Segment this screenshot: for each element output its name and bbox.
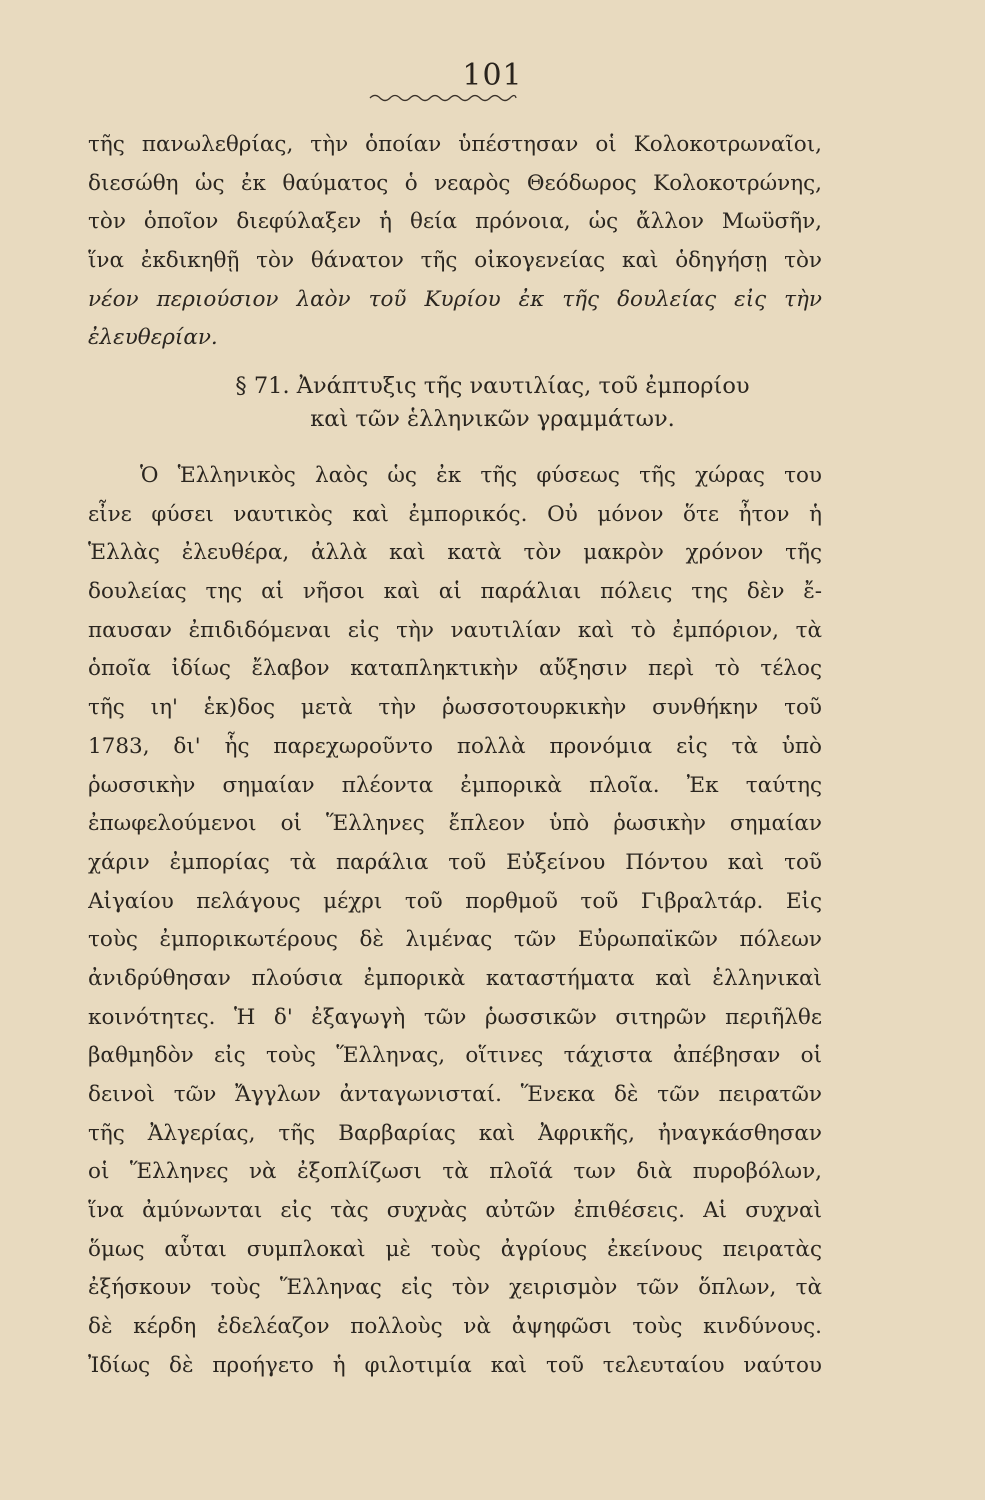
paragraph-main	[88, 457, 822, 1386]
section-heading-line1: § 71. Ἀνάπτυξις τῆς ναυτιλίας, τοῦ ἐμπορίου	[235, 373, 750, 399]
text-line: 1783, δι' ἧς παρεχωροῦντο πολλὰ προνόμια εἰς τὰ ὑπὸ	[88, 733, 822, 759]
text-line: χάριν ἐμπορίας τὰ παράλια τοῦ Εὐξείνου Πόντου καὶ τοῦ	[88, 849, 822, 875]
text-line: τῆς πανωλεθρίας, τὴν ὁποίαν ὑπέστησαν οἱ Κολοκοτρωναῖοι,	[88, 132, 822, 157]
text-line: βαθμηδὸν εἰς τοὺς Ἕλληνας, οἵτινες τάχιστα ἀπέβησαν οἱ	[88, 1043, 822, 1069]
text-line: Ὁ Ἑλληνικὸς λαὸς ὡς ἐκ τῆς φύσεως τῆς χώρας του	[140, 463, 822, 488]
text-line-italic: ἐλευθερίαν.	[88, 325, 218, 351]
text-line: ὁποῖα ἰδίως ἔλαβον καταπληκτικὴν αὔξησιν περὶ τὸ τέλος	[88, 656, 822, 682]
text-line: ἐπωφελούμενοι οἱ Ἕλληνες ἔπλεον ὑπὸ ῥωσικὴν σημαίαν	[88, 811, 822, 837]
text-line: διεσώθη ὡς ἐκ θαύματος ὁ νεαρὸς Θεόδωρος Κολοκοτρώνης,	[88, 170, 822, 196]
paragraph-continuation	[88, 126, 822, 358]
text-line: τὸν ὁποῖον διεφύλαξεν ἡ θεία πρόνοια, ὡς ἄλλον Μωϋσῆν,	[88, 209, 822, 235]
text-line: ῥωσσικὴν σημαίαν πλέοντα ἐμπορικὰ πλοῖα. Ἐκ ταύτης	[88, 772, 822, 798]
text-line: εἶνε φύσει ναυτικὸς καὶ ἐμπορικός. Οὐ μόνον ὅτε ἦτον ἡ	[88, 501, 822, 527]
text-line: ἀνιδρύθησαν πλούσια ἐμπορικὰ καταστήματα καὶ ἑλληνικαὶ	[88, 965, 822, 991]
ornament-rule-icon	[368, 92, 518, 104]
text-line: Ἑλλὰς ἐλευθέρα, ἀλλὰ καὶ κατὰ τὸν μακρὸν χρόνον τῆς	[88, 540, 822, 566]
text-line: ἵνα ἐκδικηθῇ τὸν θάνατον τῆς οἰκογενείας καὶ ὁδηγήσῃ τὸν	[88, 248, 822, 274]
text-line: κοινότητες. Ἡ δ' ἐξαγωγὴ τῶν ῥωσσικῶν σιτηρῶν περιῆλθε	[88, 1004, 822, 1030]
text-line: δὲ κέρδη ἐδελέαζον πολλοὺς νὰ ἀψηφῶσι τοὺς κινδύνους.	[88, 1314, 822, 1340]
text-line: Αἰγαίου πελάγους μέχρι τοῦ πορθμοῦ τοῦ Γιβραλτάρ. Εἰς	[88, 888, 822, 914]
text-line: τῆς ιη' ἑκ)δος μετὰ τὴν ῥωσσοτουρκικὴν συνθήκην τοῦ	[88, 695, 822, 721]
text-line: δεινοὶ τῶν Ἄγγλων ἀνταγωνισταί. Ἕνεκα δὲ τῶν πειρατῶν	[88, 1082, 822, 1107]
page-number: 101	[462, 58, 523, 93]
text-line: Ἰδίως δὲ προήγετο ἡ φιλοτιμία καὶ τοῦ τελευταίου ναύτου	[88, 1352, 822, 1378]
text-line: οἱ Ἕλληνες νὰ ἐξοπλίζωσι τὰ πλοῖά των διὰ πυροβόλων,	[88, 1159, 822, 1185]
section-heading-line2: καὶ τῶν ἑλληνικῶν γραμμάτων.	[310, 406, 675, 432]
text-line: παυσαν ἐπιδιδόμεναι εἰς τὴν ναυτιλίαν καὶ τὸ ἐμπόριον, τὰ	[88, 617, 822, 643]
text-line: δουλείας της αἱ νῆσοι καὶ αἱ παράλιαι πόλεις της δὲν ἔ-	[88, 579, 822, 605]
text-line: τοὺς ἐμπορικωτέρους δὲ λιμένας τῶν Εὐρωπαϊκῶν πόλεων	[88, 927, 822, 953]
text-line: ἐξήσκουν τοὺς Ἕλληνας εἰς τὸν χειρισμὸν τῶν ὅπλων, τὰ	[88, 1275, 822, 1301]
text-line: ὅμως αὗται συμπλοκαὶ μὲ τοὺς ἀγρίους ἐκείνους πειρατὰς	[88, 1236, 822, 1262]
text-line: ἵνα ἀμύνωνται εἰς τὰς συχνὰς αὐτῶν ἐπιθέσεις. Αἱ συχναὶ	[88, 1198, 822, 1224]
text-line-italic: νέον περιούσιον λαὸν τοῦ Κυρίου ἐκ τῆς δουλείας εἰς τὴν	[88, 286, 822, 312]
text-line: τῆς Ἀλγερίας, τῆς Βαρβαρίας καὶ Ἀφρικῆς, ἠναγκάσθησαν	[88, 1120, 822, 1146]
